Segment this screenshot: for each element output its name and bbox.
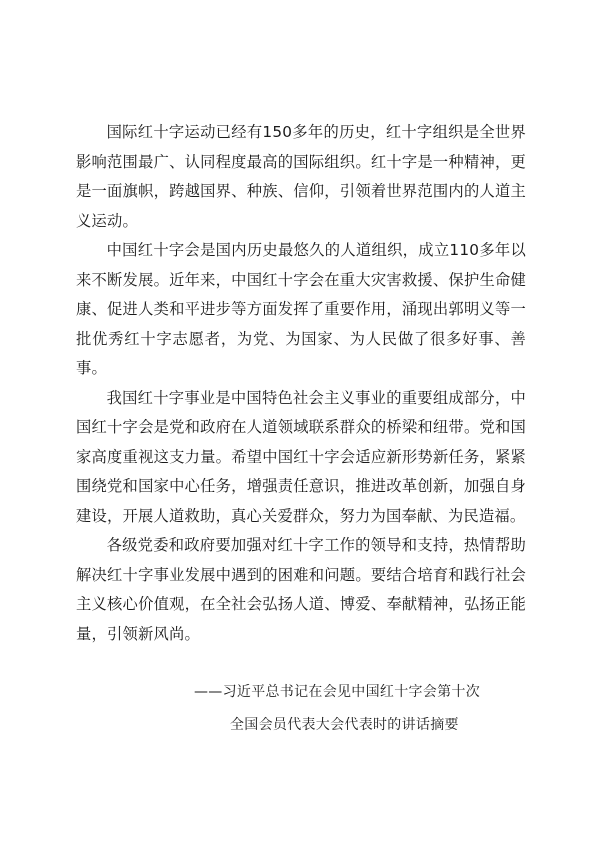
attribution-line-1: ——习近平总书记在会见中国红十字会第十次 xyxy=(194,684,480,700)
attribution-block xyxy=(76,676,526,742)
paragraph: 中国红十字会是国内历史最悠久的人道组织，成立110多年以来不断发展。近年来，中国红十字会在重大灾害救援、保护生命健康、促进人类和平进步等方面发挥了重要作用，涌现出郭明义等一批优秀红十字志愿者，为党、为国家、为人民做了很多好事、善事。 xyxy=(76,241,526,377)
paragraph: 国际红十字运动已经有150多年的历史，红十字组织是全世界影响范围最广、认同程度最高的国际组织。红十字是一种精神，更是一面旗帜，跨越国界、种族、信仰，引领着世界范围内的人道主义运动。 xyxy=(76,123,526,230)
paragraph: 各级党委和政府要加强对红十字工作的领导和支持，热情帮助解决红十字事业发展中遇到的困难和问题。要结合培育和践行社会主义核心价值观，在全社会弘扬人道、博爱、奉献精神，弘扬正能量，引领新风尚。 xyxy=(76,536,526,643)
speech-excerpt-body xyxy=(76,118,526,649)
attribution-line-2: 全国会员代表大会代表时的讲话摘要 xyxy=(230,717,459,733)
paragraph: 我国红十字事业是中国特色社会主义事业的重要组成部分，中国红十字会是党和政府在人道领域联系群众的桥梁和纽带。党和国家高度重视这支力量。希望中国红十字会适应新形势新任务，紧紧围绕党和国家中心任务，增强责任意识，推进改革创新，加强自身建设，开展人道救助，真心关爱群众，努力为国奉献、为民造福。 xyxy=(76,388,526,525)
